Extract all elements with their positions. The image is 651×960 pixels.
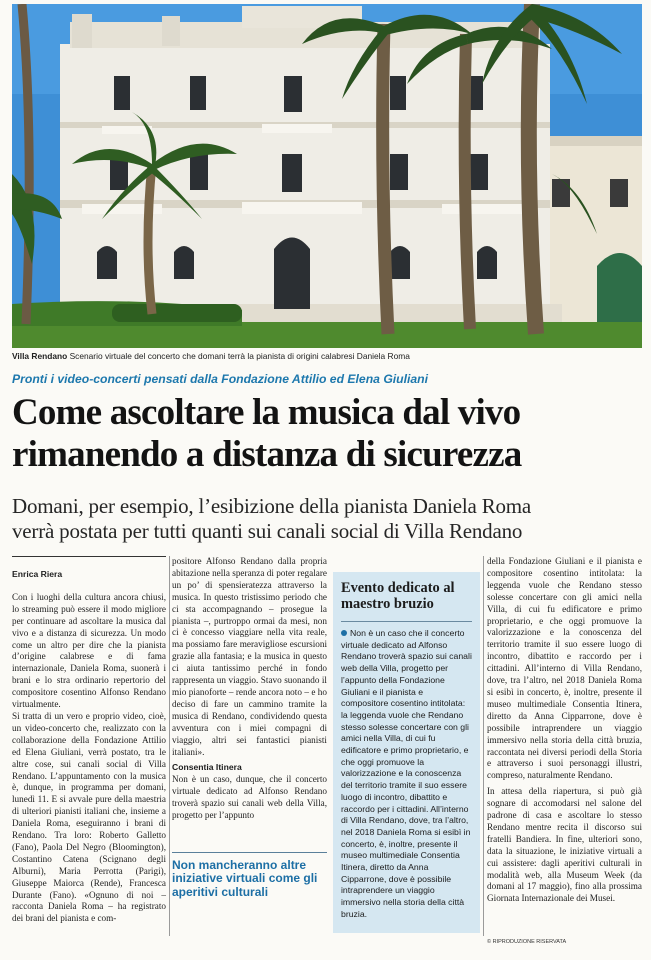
column-divider <box>483 556 484 936</box>
article-paragraph: Non è un caso, dunque, che il concerto virtuale dedicato ad Alfonso Rendano troverà spazio sui canali web della Villa, progetto per l’appunto <box>172 774 327 821</box>
article-paragraph: In attesa della riapertura, si può già sognare di accomodarsi nel salone del padrone di casa e ascoltare lo stesso Rendano mentre recita il discorso sui fratelli Bandiera. In fine, ulteriori sono, data la situazione, le iniziative virtuali a cui assistere: dagli aperitivi culturali in modalità web, alla Museum Week (da domani al 17 maggio), fino alla prossima Giornata Internazionale dei Musei. <box>487 786 642 904</box>
standfirst-line-2: verrà postata per tutti quanti sui canali social di Villa Rendano <box>12 519 523 543</box>
article-paragraph: della Fondazione Giuliani e il pianista e compositore cosentino intitolata: la leggenda vuole che Rendano stesso solesse concertare con gli amici nella Villa, di cui fu edificatore e primo proprietario, e che oggi promuove la valorizzazione e la conoscenza del territorio tramite il suo essere luogo di incontro, dibattito e raccordo per i cittadini. All’interno di Villa Rendano, dove, tra l’altro, nel 2018 Daniela Roma si esibì in concerto, è, inoltre, presente il museo multimediale Consentia Itinera, diretto da Anna Cipparrone, dove è possibile intraprendere un viaggio immersivo nella storia della città bruzia, raccontata nei diversi periodi della Storia e attraverso i suoi personaggi illustri, compreso, naturalmente Rendano. <box>487 556 642 781</box>
article-column-4 <box>487 556 642 905</box>
villa-illustration <box>12 4 642 348</box>
column-divider <box>169 556 170 936</box>
sidebar-box-title: Evento dedicato al maestro bruzio <box>341 572 472 622</box>
copyright-credit: © RIPRODUZIONE RISERVATA <box>487 939 567 945</box>
article-paragraph: positore Alfonso Rendano dalla propria abitazione nella speranza di poter regalare un po’ di spensieratezza attraverso la musica. In questo tristissimo periodo che ci sta accompagnando – prosegue la pianista –, purtroppo ormai da mesi, non ci è concesso viaggiare nella vita reale, ma possiamo fare meravigliose escursioni grazie alla fantasia; e la musica in questo ci aiuta tantissimo perché in fondo rappresenta un viaggio. Stavo suonando il mio pianoforte – rende ancora noto – e ho deciso di fare un cammino tramite la musica di Rendano, condividendo questa avventura con i miei compagni di viaggio, altri sei fantastici pianisti italiani». <box>172 556 327 757</box>
article-paragraph: Con i luoghi della cultura ancora chiusi, lo streaming può essere il modo migliore per continuare ad ascoltare la musica dal vivo e a distanza di sicurezza. Un modo come un altro per dire che la pianista d’origine calabrese e di fama internazionale, Daniela Roma, suonerà i brani e lo stra ordinario repertorio del compositore cosentino Alfonso Rendano virtualmente. <box>12 591 166 710</box>
standfirst <box>12 494 642 544</box>
kicker: Pronti i video-concerti pensati dalla Fondazione Attilio ed Elena Giuliani <box>12 372 429 386</box>
article-paragraph: Si tratta di un vero e proprio video, cioè, un video-concerto che, realizzato con la collaborazione della Fondazione Attilio ed Elena Giuliani, verrà postato, tra le altre cose, sui canali social di Villa Rendano. L’appuntamento con la musica è, dunque, in programma per domani, lunedì 11. E si avvale pure della maestria di ulteriori pianisti italiani che, insieme a Daniela Roma, eseguiranno i brani di Rendano. Tra loro: Roberto Galletto (Fano), Paola Del Negro (Bloomington), Costantino Catena (Scignano degli Alburni), Maria Perrotta (Parigi), Giuseppe Maiorca (Rende), Francesca Durante (Fano). «Ognuno di noi – racconta Daniela Roma – ha registrato dei brani del pianista e com- <box>12 710 166 924</box>
photo-caption <box>12 351 642 362</box>
caption-text: Scenario virtuale del concerto che domani terrà la pianista di origini calabresi Daniela Roma <box>69 351 410 361</box>
pull-quote: Non mancheranno altre iniziative virtuali come gli aperitivi culturali <box>172 852 327 900</box>
headline <box>12 392 642 476</box>
headline-line-1: Come ascoltare la musica dal vivo <box>12 392 521 433</box>
article-column-1 <box>12 556 166 925</box>
sidebar-box <box>333 572 480 933</box>
sidebar-box-text: Non è un caso che il concerto virtuale dedicato ad Alfonso Rendano troverà spazio sui canali web della Villa, progetto per l’appunto della Fondazione Giuliani e il pianista e compositore cosentino intitolata: la leggenda vuole che Rendano stesso solesse concertare con gli amici nella Villa, di cui fu edificatore e primo proprietario, e che oggi promuove la valorizzazione e la conoscenza del territorio tramite il suo essere luogo di incontro, dibattito e raccordo per i cittadini. All’interno di Villa Rendano, dove, tra l’altro, nel 2018 Daniela Roma si esibì in concerto, è, inoltre, presente il museo multimediale Consentia Itinera, diretto da Anna Cipparrone, dove è possibile intraprendere un viaggio immersivo nella storia della città bruzia. <box>341 628 472 919</box>
headline-line-2: rimanendo a distanza di sicurezza <box>12 434 522 475</box>
byline: Enrica Riera <box>12 556 166 581</box>
villa-rendano-photo <box>12 4 642 348</box>
subhead: Consentia Itinera <box>172 762 242 773</box>
standfirst-line-1: Domani, per esempio, l’esibizione della pianista Daniela Roma <box>12 494 532 518</box>
bullet-icon <box>341 630 347 636</box>
sidebar-box-body <box>341 628 472 921</box>
caption-label: Villa Rendano <box>12 351 68 361</box>
article-column-2 <box>172 556 327 899</box>
